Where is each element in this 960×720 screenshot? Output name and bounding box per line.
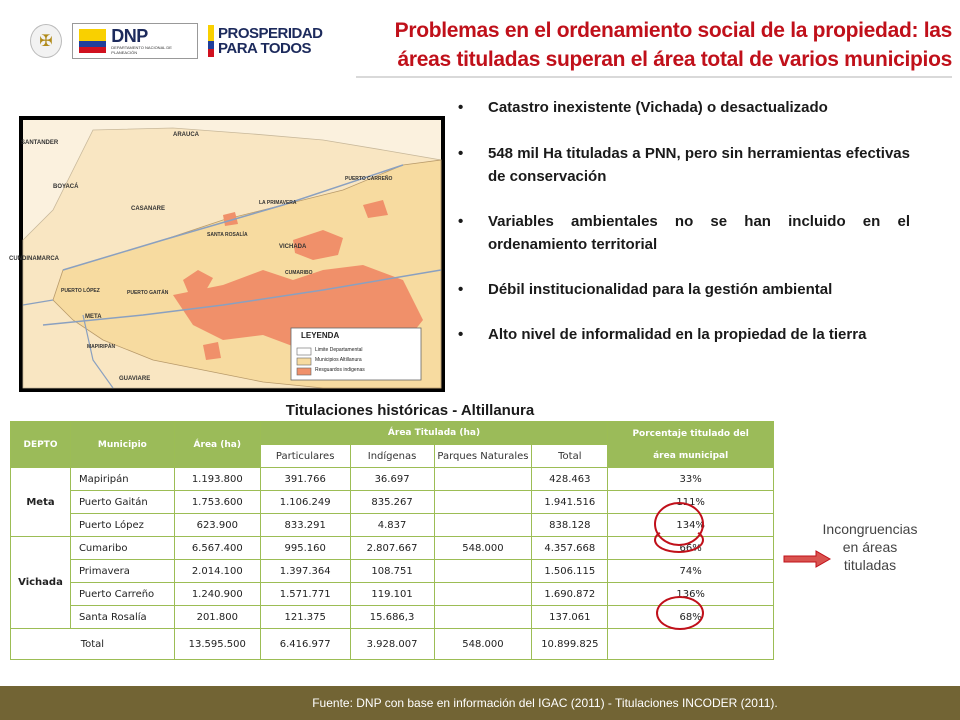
municipio-cell: Santa Rosalía <box>70 606 174 629</box>
area-cell: 6.567.400 <box>174 537 260 560</box>
porcentaje-cell: 74% <box>608 560 774 583</box>
highlight-circle-136 <box>656 596 704 630</box>
indigenas-cell: 835.267 <box>350 491 434 514</box>
porcentaje-cell: 66% <box>608 537 774 560</box>
prosperidad-logo <box>208 25 323 57</box>
flag-stripe-icon <box>208 25 214 57</box>
bullet-text: 548 mil Ha tituladas a PNN, pero sin herramientas efectivas de conservación <box>488 145 910 185</box>
total-porcentaje <box>608 629 774 660</box>
logos <box>30 22 323 60</box>
municipio-cell: Puerto López <box>70 514 174 537</box>
porcentaje-cell: 134% <box>608 514 774 537</box>
parques-cell <box>434 606 532 629</box>
bullet-item <box>456 323 910 346</box>
particulares-cell: 1.397.364 <box>260 560 350 583</box>
header-porcentaje <box>608 422 774 468</box>
bullet-item <box>456 96 910 119</box>
particulares-cell: 391.766 <box>260 468 350 491</box>
note-line1: Incongruencias <box>822 521 918 537</box>
depto-cell: Vichada <box>11 537 71 629</box>
municipio-cell: Primavera <box>70 560 174 583</box>
map-label-santander: SANTANDER <box>21 140 59 146</box>
porcentaje-cell: 136% <box>608 583 774 606</box>
map-label-puerto-carreno: PUERTO CARREÑO <box>345 176 393 182</box>
prosperidad-line2: PARA TODOS <box>218 40 312 57</box>
map-label-puerto-lopez: PUERTO LÓPEZ <box>61 288 100 294</box>
header-porcentaje-line1: Porcentaje titulado del <box>632 428 749 439</box>
header-particulares: Particulares <box>260 445 350 468</box>
altillanura-map <box>9 116 445 392</box>
incongruencias-note <box>818 520 922 574</box>
parques-cell <box>434 468 532 491</box>
map-svg <box>23 120 441 388</box>
parques-cell <box>434 560 532 583</box>
total-total: 10.899.825 <box>532 629 608 660</box>
particulares-cell: 121.375 <box>260 606 350 629</box>
header-porcentaje-line2: área municipal <box>653 450 729 461</box>
municipio-cell: Puerto Gaitán <box>70 491 174 514</box>
page-title <box>356 16 952 74</box>
header-total: Total <box>532 445 608 468</box>
bullet-text: Catastro inexistente (Vichada) o desactualizado <box>488 99 828 116</box>
colombia-flag-icon <box>79 29 106 53</box>
map-label-la-primavera: LA PRIMAVERA <box>259 200 297 206</box>
particulares-cell: 1.571.771 <box>260 583 350 606</box>
bullet-item <box>456 278 910 301</box>
map-label-meta: META <box>85 314 102 320</box>
parques-cell: 548.000 <box>434 537 532 560</box>
indigenas-cell: 15.686,3 <box>350 606 434 629</box>
particulares-cell: 1.106.249 <box>260 491 350 514</box>
bullet-text: Débil institucionalidad para la gestión ambiental <box>488 281 833 298</box>
table-row <box>11 560 774 583</box>
municipio-cell: Puerto Carreño <box>70 583 174 606</box>
footer-source: Fuente: DNP con base en información del IGAC (2011) - Titulaciones INCODER (2011). <box>312 696 778 710</box>
bullet-text: Variables ambientales no se han incluido en el ordenamiento territorial <box>488 213 910 253</box>
total-cell: 428.463 <box>532 468 608 491</box>
indigenas-cell: 2.807.667 <box>350 537 434 560</box>
table-row <box>11 583 774 606</box>
total-cell: 1.506.115 <box>532 560 608 583</box>
area-cell: 1.753.600 <box>174 491 260 514</box>
bullet-dot-icon: • <box>458 145 464 162</box>
area-cell: 623.900 <box>174 514 260 537</box>
note-line2: en áreas <box>842 539 898 555</box>
legend-item-limite: Limite Departamental <box>315 347 363 353</box>
title-line-1: Problemas en el ordenamiento social de la propiedad: las <box>394 19 952 42</box>
parques-cell <box>434 491 532 514</box>
map-label-puerto-gaitan: PUERTO GAITÁN <box>127 290 169 296</box>
dnp-logo-subtitle: DEPARTAMENTO NACIONAL DE PLANEACIÓN <box>111 45 172 55</box>
bullet-item <box>456 210 910 256</box>
footer-bar <box>0 686 960 720</box>
legend-item-municipios: Municipios Altillanura <box>315 357 362 363</box>
particulares-cell: 833.291 <box>260 514 350 537</box>
header-area: Área (ha) <box>174 422 260 468</box>
prosperidad-line1: PROSPERIDAD <box>218 25 323 42</box>
porcentaje-cell: 33% <box>608 468 774 491</box>
bullet-item <box>456 142 910 188</box>
map-label-cundinamarca: CUNDINAMARCA <box>9 256 59 262</box>
dnp-logo-text: DNP <box>111 26 148 46</box>
total-parques: 548.000 <box>434 629 532 660</box>
bullet-dot-icon: • <box>458 213 464 230</box>
table-row <box>11 468 774 491</box>
map-label-cumaribo: CUMARIBO <box>285 270 313 276</box>
map-label-casanare: CASANARE <box>131 206 166 212</box>
legend-title: LEYENDA <box>301 331 340 340</box>
coat-of-arms-icon: ✠ <box>30 24 62 58</box>
parques-cell <box>434 583 532 606</box>
highlight-circle-134 <box>654 527 704 553</box>
bullet-text: Alto nivel de informalidad en la propiedad de la tierra <box>488 326 867 343</box>
note-line3: tituladas <box>843 557 897 573</box>
parques-cell <box>434 514 532 537</box>
total-particulares: 6.416.977 <box>260 629 350 660</box>
area-cell: 201.800 <box>174 606 260 629</box>
legend-item-resguardos: Resguardos indigenas <box>315 367 365 373</box>
total-area: 13.595.500 <box>174 629 260 660</box>
indigenas-cell: 4.837 <box>350 514 434 537</box>
map-label-mapiripan: MAPIRIPÁN <box>87 344 116 350</box>
total-cell: 838.128 <box>532 514 608 537</box>
bullet-list <box>456 96 910 346</box>
header-depto: DEPTO <box>11 422 71 468</box>
table-header-row <box>11 422 774 445</box>
header-parques: Parques Naturales <box>434 445 532 468</box>
title-divider <box>356 76 952 78</box>
bullet-dot-icon: • <box>458 326 464 343</box>
bullet-dot-icon: • <box>458 99 464 116</box>
total-indigenas: 3.928.007 <box>350 629 434 660</box>
header-indigenas: Indígenas <box>350 445 434 468</box>
map-label-boyaca: BOYACÁ <box>53 184 79 190</box>
indigenas-cell: 108.751 <box>350 560 434 583</box>
indigenas-cell: 36.697 <box>350 468 434 491</box>
indigenas-cell: 119.101 <box>350 583 434 606</box>
total-label: Total <box>11 629 175 660</box>
dnp-logo <box>72 23 198 59</box>
table-total-row <box>11 629 774 660</box>
depto-cell: Meta <box>11 468 71 537</box>
total-cell: 1.690.872 <box>532 583 608 606</box>
municipio-cell: Mapiripán <box>70 468 174 491</box>
map-label-arauca: ARAUCA <box>173 132 199 138</box>
total-cell: 4.357.668 <box>532 537 608 560</box>
map-label-santa-rosalia: SANTA ROSALÍA <box>207 232 248 238</box>
total-cell: 137.061 <box>532 606 608 629</box>
map-label-vichada: VICHADA <box>279 244 307 250</box>
area-cell: 1.193.800 <box>174 468 260 491</box>
map-label-guaviare: GUAVIARE <box>119 376 151 382</box>
header-municipio: Municipio <box>70 422 174 468</box>
municipio-cell: Cumaribo <box>70 537 174 560</box>
area-cell: 1.240.900 <box>174 583 260 606</box>
table-title: Titulaciones históricas - Altillanura <box>285 402 535 419</box>
bullet-dot-icon: • <box>458 281 464 298</box>
particulares-cell: 995.160 <box>260 537 350 560</box>
total-cell: 1.941.516 <box>532 491 608 514</box>
area-cell: 2.014.100 <box>174 560 260 583</box>
title-line-2: áreas tituladas superan el área total de varios municipios <box>397 48 952 71</box>
header-area-titulada: Área Titulada (ha) <box>260 422 608 445</box>
porcentaje-cell: 111% <box>608 491 774 514</box>
porcentaje-cell: 68% <box>608 606 774 629</box>
